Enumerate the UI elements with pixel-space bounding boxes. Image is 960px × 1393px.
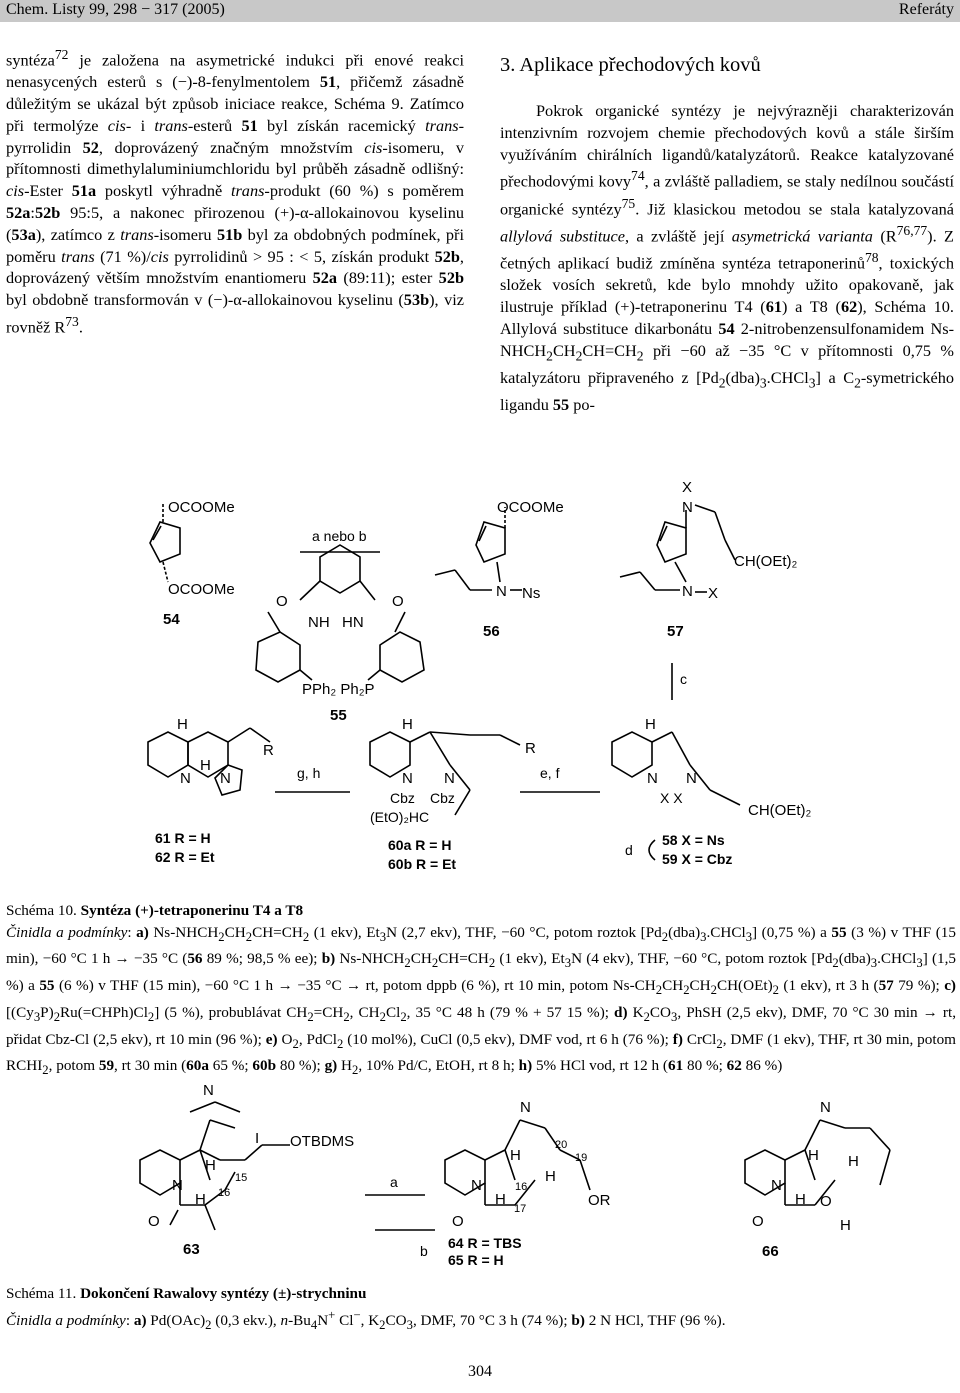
s10-compound-59: 59 X = Cbz	[662, 851, 733, 867]
s10-compound-62: 62 R = Et	[155, 849, 215, 865]
s10-label-ococome-top: OCOOMe	[168, 499, 235, 516]
s10-label-o-right: O	[392, 593, 404, 610]
s10-compound-61: 61 R = H	[155, 830, 211, 846]
s10-label-h-61: H	[177, 716, 188, 733]
s10-label-n-60b: N	[444, 770, 455, 787]
s11-reagent-b: b	[420, 1243, 428, 1259]
s10-label-n-57top: N	[682, 499, 693, 516]
s10-reagent-g-h: g, h	[297, 765, 321, 781]
s11-compound-66: 66	[762, 1243, 779, 1260]
scheme-10-conditions: Činidla a podmínky: a) $Ns-NHCH_2CH_2CH=CH_2$ (1 ekv), $Et_3N$ (2,7 ekv), THF, −60 °C, potom roztok $[Pd_2(dba)_3.CHCl_3]$ (0,75 %) a 55 (3 %) v THF (15 min), −60 °C 1 h → −35 °C (56 89 %; 98,5 % ee); b) $Ns-NHCH_2CH_2CH=CH_2$ (1 ekv), $Et_3N$ (4 ekv), THF, −60 °C, potom roztok $[Pd_2(dba)_3.CHCl_3]$ (1,5 %) a 55 (6 %) v THF (15 min), −60 °C 1 h → −35 °C → rt, potom dppb (6 %), rt 10 min, potom $Ns-CH_2CH_2CH_2CH(OEt)_2$ (1 ekv), rt 3 h (57 79 %); c) $[(Cy_3P)_2Ru(=CHPh)Cl_2]$ (5 %), probublávat $CH_2=CH_2$, $CH_2Cl_2$, 35 °C 48 h (79 % + 57 15 %); d) $K_2CO_3$, PhSH (2,5 ekv), DMF, 70 °C 30 min → rt, přidat Cbz-Cl (2,5 ekv), rt 10 min (96 %); e) $O_2$, PdCl$_2$ (10 mol%), CuCl (0,5 ekv), DMF vod, rt 6 h (76 %); f) CrCl$_2$, DMF (1 ekv), THF, rt 30 min, potom $RCHI_2$, potom 59, rt 30 min (60a 65 %; 60b 80 %); g) $H_2$, 10% Pd/C, EtOH, rt 8 h; h) 5% HCl vod, rt 12 h (61 80 %; 62 86 %)	[6, 923, 956, 1078]
s10-compound-60a: 60a R = H	[388, 837, 452, 853]
s10-label-h-60: H	[402, 716, 413, 733]
s11-label-19: 19	[575, 1152, 588, 1164]
s10-label-ch-oet2-58: CH(OEt)₂	[748, 802, 812, 819]
s11-compound-65: 65 R = H	[448, 1252, 504, 1268]
s10-label-ch-oet2-57: CH(OEt)₂	[734, 553, 798, 570]
s11-label-h-66d: H	[840, 1217, 851, 1234]
s10-label-cbz-b: Cbz	[430, 790, 455, 806]
s11-label-i: I	[255, 1130, 260, 1147]
s10-compound-55: 55	[330, 707, 347, 724]
s10-reagent-e-f: e, f	[540, 765, 560, 781]
s11-label-n-66top: N	[820, 1099, 831, 1116]
s11-label-h-66a: H	[808, 1147, 819, 1164]
s10-label-ococome-56: OCOOMe	[497, 499, 564, 516]
s11-label-16-64: 16	[515, 1181, 528, 1193]
s11-label-h-66b: H	[848, 1153, 859, 1170]
s10-label-o-left: O	[276, 593, 288, 610]
s10-label-n-60a: N	[402, 770, 413, 787]
scheme-11-title: Schéma 11. Dokončení Rawalovy syntézy (±)-strychninu	[6, 1285, 367, 1302]
s10-compound-56: 56	[483, 623, 500, 640]
s10-label-n-61a: N	[180, 770, 191, 787]
s10-label-n-58a: N	[647, 770, 658, 787]
s10-label-ococome-bottom: OCOOMe	[168, 581, 235, 598]
s11-label-h-64b: H	[545, 1168, 556, 1185]
s11-label-n-66b: N	[771, 1177, 782, 1194]
s10-compound-60b: 60b R = Et	[388, 856, 457, 872]
s11-label-n-64top: N	[520, 1099, 531, 1116]
s10-label-etoho: (EtO)₂HC	[370, 809, 430, 825]
s11-label-o-66: O	[752, 1213, 764, 1230]
s10-label-h-61b: H	[200, 757, 211, 774]
s11-label-o-64: O	[452, 1213, 464, 1230]
section-name: Referáty	[898, 1, 954, 18]
journal-citation: Chem. Listy 99, 298 − 317 (2005)	[6, 1, 225, 18]
s11-compound-63: 63	[183, 1241, 200, 1258]
scheme-11-conditions: Činidla a podmínky: a) $Pd(OAc)_2$ (0,3 ekv.), $n-Bu_4N^+$ Cl−, $K_2CO_3$, DMF, 70 °C 3 h (74 %); b) 2 N HCl, THF (96 %).	[6, 1307, 726, 1332]
s10-label-pph2: PPh₂ Ph₂P	[302, 681, 375, 698]
s10-label-r-60: R	[525, 740, 536, 757]
s10-label-nh: NH	[308, 614, 330, 631]
page-number: 304	[468, 1363, 492, 1380]
s11-label-20: 20	[555, 1139, 568, 1151]
s10-label-h-58: H	[645, 716, 656, 733]
s10-label-x-bottom: X	[708, 585, 719, 602]
s10-label-cbz-a: Cbz	[390, 790, 415, 806]
s10-label-n-57bottom: N	[682, 583, 693, 600]
s11-label-n-63top: N	[203, 1082, 214, 1099]
s11-label-h-63a: H	[205, 1157, 216, 1174]
s11-label-17: 17	[514, 1203, 527, 1215]
s10-compound-54: 54	[163, 611, 180, 628]
s10-compound-57: 57	[667, 623, 684, 640]
s10-label-ns: Ns	[522, 585, 541, 602]
s11-label-h-66c: H	[795, 1191, 806, 1208]
scheme-11-caption	[6, 1283, 956, 1337]
left-column-text: syntéza$^{72}$ je založena na asymetrické indukci při enové reakci nenasycených esterů s (−)-8-fenylmentolem 51, přičemž zásadně důležitým se ukázal být způsob iniciace reakce, Schéma 9. Zatímco při termolýze cis- i trans-esterů 51 byl získán racemický trans-pyrrolidin 52, doprovázený značným množstvím cis-isomeru, v přítomnosti dimethylaluminiumchloridu byl průběh zásadně odlišný: cis-Ester 51a poskytl výhradně trans-produkt (60 %) s poměrem 52a:52b 95:5, a nakonec přirozenou (+)-α-allokainovou kyselinu (53a), zatímco z trans-isomeru 51b byl za obdobných podmínek, při poměru trans (71 %)/cis pyrrolidinů > 95 : < 5, získán produkt 52b, doprovázený větším množstvím enantiomeru 52a (89:11); ester 52b byl obdobně transformován v (−)-α-allokainovou kyselinu (53b), viz rovněž $R^{73}$.	[6, 47, 465, 337]
s10-compound-58: 58 X = Ns	[662, 832, 725, 848]
s10-label-xx: X X	[660, 790, 683, 806]
s10-label-hn: HN	[342, 614, 364, 631]
right-column-text: Pokrok organické syntézy je nejvýrazněji charakterizován intenzivním rozvojem chemie přechodových kovů a stále širším využíváním chirálních ligandů/katalyzátorů. Reakce katalyzované přechodovými kovy$^{74}$, a zvláště palladiem, se staly nedílnou součástí organické syntézy$^{75}$. Již klasickou metodou se stala katalyzovaná allylová substituce, a zvláště její asymetrická varianta $(R^{76,77})$. Z četných aplikací budiž zmíněna syntéza tetraponerinů$^{78}$, toxických složek vosích sekretů, kde bylo mnohdy užito opakovaně, jak ilustruje příklad (+)-tetraponerinu T4 (61) a T8 (62), Schéma 10. Allylová substituce dikarbonátu 54 2-nitrobenzensulfonamidem $Ns-NHCH_2CH_2CH=CH_2$ při −60 až −35 °C v přítomnosti 0,75 % katalyzátoru připraveného z $[Pd_2(dba)_3.CHCl_3]$ a $C_2$-symetrického ligandu 55 po-	[500, 101, 955, 414]
s11-label-16-63: 16	[218, 1187, 231, 1199]
s11-label-o-63: O	[148, 1213, 160, 1230]
s11-label-h-64a: H	[510, 1147, 521, 1164]
s10-label-n-61b: N	[220, 770, 231, 787]
s10-label-x-top: X	[682, 479, 693, 496]
s11-compound-64: 64 R = TBS	[448, 1235, 522, 1251]
s10-reagent-c: c	[680, 671, 687, 687]
s11-label-o-66ring: O	[820, 1193, 832, 1210]
s10-label-n-56: N	[496, 583, 507, 600]
s11-label-n-64b: N	[471, 1177, 482, 1194]
s11-label-otbdms: OTBDMS	[290, 1133, 355, 1150]
s10-reagent-d: d	[625, 842, 633, 858]
s10-label-r-61: R	[263, 742, 274, 759]
running-header	[0, 0, 960, 22]
section-heading: 3. Aplikace přechodových kovů	[500, 54, 761, 76]
s11-label-or: OR	[588, 1192, 611, 1209]
s11-label-15: 15	[235, 1172, 248, 1184]
s10-reagent-a-nebo-b: a nebo b	[312, 528, 367, 544]
s11-label-h-63b: H	[195, 1191, 206, 1208]
scheme-10-title: Schéma 10. Syntéza (+)-tetraponerinu T4 a T8	[6, 902, 304, 919]
s11-reagent-a: a	[390, 1174, 398, 1190]
s11-label-n-63b: N	[172, 1177, 183, 1194]
scheme-11-diagram	[0, 1082, 960, 1300]
s10-label-n-58b: N	[686, 770, 697, 787]
s11-label-h-64c: H	[495, 1191, 506, 1208]
scheme-10-diagram	[0, 470, 960, 890]
scheme-10-caption	[6, 900, 956, 1082]
